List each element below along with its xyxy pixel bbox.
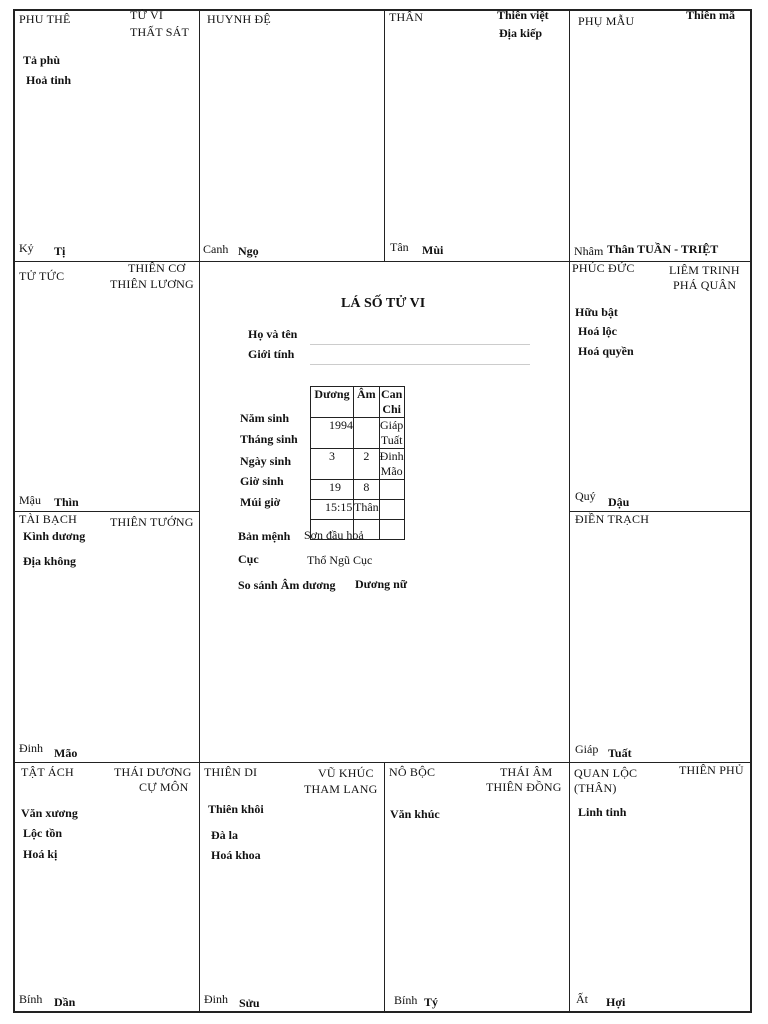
minor-star: Địa không — [23, 554, 77, 568]
cuc-label: Cục — [238, 552, 259, 566]
heavenly-stem: Đinh — [204, 992, 228, 1006]
minor-star: Kình dương — [23, 529, 86, 543]
major-star: THẤT SÁT — [130, 25, 190, 39]
minor-star: Lộc tồn — [23, 826, 62, 840]
cell-am: Thân — [354, 500, 380, 520]
minor-star: Hoá quyền — [578, 344, 634, 358]
minor-star: Hữu bật — [575, 305, 618, 319]
palace-name: PHU THÊ — [19, 12, 71, 26]
heavenly-stem: Nhâm — [574, 244, 604, 258]
minor-star: Tả phù — [23, 53, 61, 67]
palace-name-secondary: (THÂN) — [574, 781, 617, 795]
birth-table — [310, 386, 405, 540]
earthly-branch: Mùi — [422, 243, 444, 257]
major-star: THAM LANG — [304, 782, 378, 796]
earthly-branch: Ngọ — [238, 244, 259, 258]
palace-name: TÀI BẠCH — [19, 512, 77, 526]
table-row — [311, 418, 405, 449]
major-star: THÁI DƯƠNG — [114, 765, 192, 779]
cuc-value: Thổ Ngũ Cục — [307, 553, 373, 567]
ban-menh-label: Bản mệnh — [238, 529, 291, 543]
am-duong-value: Dương nữ — [355, 577, 408, 591]
row-label-day: Ngày sinh — [240, 454, 292, 468]
earthly-branch: Dậu — [608, 495, 630, 509]
earthly-branch: Tuất — [608, 746, 632, 760]
palace-name: QUAN LỘC — [574, 766, 638, 780]
palace-name: ĐIỀN TRẠCH — [575, 512, 650, 526]
earthly-branch: Mão — [54, 746, 78, 760]
col-header-canchi: Can Chi — [380, 387, 403, 416]
palace-name: THIÊN DI — [204, 765, 258, 779]
cell-canchi — [379, 480, 404, 500]
cell-canchi: Đinh Mão — [379, 449, 404, 478]
earthly-branch: Tý — [424, 995, 439, 1009]
minor-star: Đà la — [211, 828, 238, 842]
major-star: THIÊN PHỦ — [679, 763, 744, 777]
earthly-branch: Dần — [54, 995, 76, 1009]
major-star: THIÊN TƯỚNG — [110, 515, 194, 529]
major-star: THIÊN CƠ — [128, 261, 186, 275]
heavenly-stem: Bính — [394, 993, 418, 1007]
row-label-timezone: Múi giờ — [240, 495, 281, 509]
palace-name: NÔ BỘC — [389, 765, 436, 779]
major-star: THIÊN ĐỒNG — [486, 780, 562, 794]
minor-star: Hoá lộc — [578, 324, 617, 338]
heavenly-stem: Tân — [390, 240, 409, 254]
major-star: LIÊM TRINH — [669, 263, 740, 277]
row-label-hour: Giờ sinh — [240, 474, 284, 488]
table-row — [311, 449, 405, 480]
palace-name: TẬT ÁCH — [21, 765, 74, 779]
cell-am — [354, 418, 380, 449]
gender-label: Giới tính — [248, 347, 295, 361]
col-header-duong: Dương — [311, 387, 354, 418]
palace-name: PHÚC ĐỨC — [572, 261, 635, 275]
major-star: VŨ KHÚC — [318, 766, 374, 780]
col-header-am: Âm — [354, 387, 380, 418]
heavenly-stem: Giáp — [575, 742, 599, 756]
major-star: TỬ VI — [130, 8, 164, 22]
cell-canchi — [379, 520, 404, 540]
row-label-month: Tháng sinh — [240, 432, 298, 446]
minor-star: Thiên việt — [497, 8, 549, 22]
heavenly-stem: Quý — [575, 489, 596, 503]
minor-star: Thiên khôi — [208, 802, 264, 816]
major-star: THIÊN LƯƠNG — [110, 277, 194, 291]
cell-duong: 1994 — [311, 418, 354, 449]
minor-star: Hoả tinh — [26, 73, 72, 87]
earthly-branch: Thìn — [54, 495, 79, 509]
table-row — [311, 500, 405, 520]
heavenly-stem: Kỷ — [19, 241, 34, 255]
earthly-branch: Thân TUẦN - TRIỆT — [607, 242, 719, 256]
row-label-year: Năm sinh — [240, 411, 290, 425]
minor-star: Địa kiếp — [499, 26, 543, 40]
palace-name: PHỤ MẪU — [578, 14, 635, 28]
cell-am: 2 — [354, 449, 380, 480]
cell-canchi: Giáp Tuất — [379, 418, 404, 447]
heavenly-stem: Đinh — [19, 741, 43, 755]
minor-star: Văn khúc — [390, 807, 440, 821]
heavenly-stem: Canh — [203, 242, 229, 256]
major-star: CỰ MÔN — [139, 780, 189, 794]
palace-name: TỬ TỨC — [19, 269, 65, 283]
heavenly-stem: Bính — [19, 992, 43, 1006]
minor-star: Hoá khoa — [211, 848, 261, 862]
minor-star: Thiên mã — [686, 8, 736, 22]
minor-star: Hoá kị — [23, 847, 58, 861]
cell-duong: 19 — [311, 480, 354, 500]
earthly-branch: Tị — [54, 244, 66, 258]
earthly-branch: Hợi — [606, 995, 626, 1009]
cell-am: 8 — [354, 480, 380, 500]
heavenly-stem: Ất — [576, 992, 588, 1006]
chart-title: LÁ SỐ TỬ VI — [341, 296, 426, 311]
earthly-branch: Sửu — [239, 996, 260, 1010]
minor-star: Văn xương — [21, 806, 78, 820]
cell-duong: 3 — [311, 449, 354, 480]
cell-canchi — [379, 500, 404, 520]
major-star: PHÁ QUÂN — [673, 278, 737, 292]
table-row — [311, 480, 405, 500]
ban-menh-value: Sơn đầu hoả — [304, 528, 364, 542]
palace-name: THÂN — [389, 10, 424, 24]
major-star: THÁI ÂM — [500, 765, 553, 779]
cell-duong: 15:15 — [311, 500, 354, 520]
minor-star: Linh tinh — [578, 805, 627, 819]
heavenly-stem: Mậu — [19, 493, 41, 507]
name-label: Họ và tên — [248, 327, 298, 341]
am-duong-label: So sánh Âm dương — [238, 578, 336, 592]
palace-name: HUYNH ĐỆ — [207, 12, 271, 26]
